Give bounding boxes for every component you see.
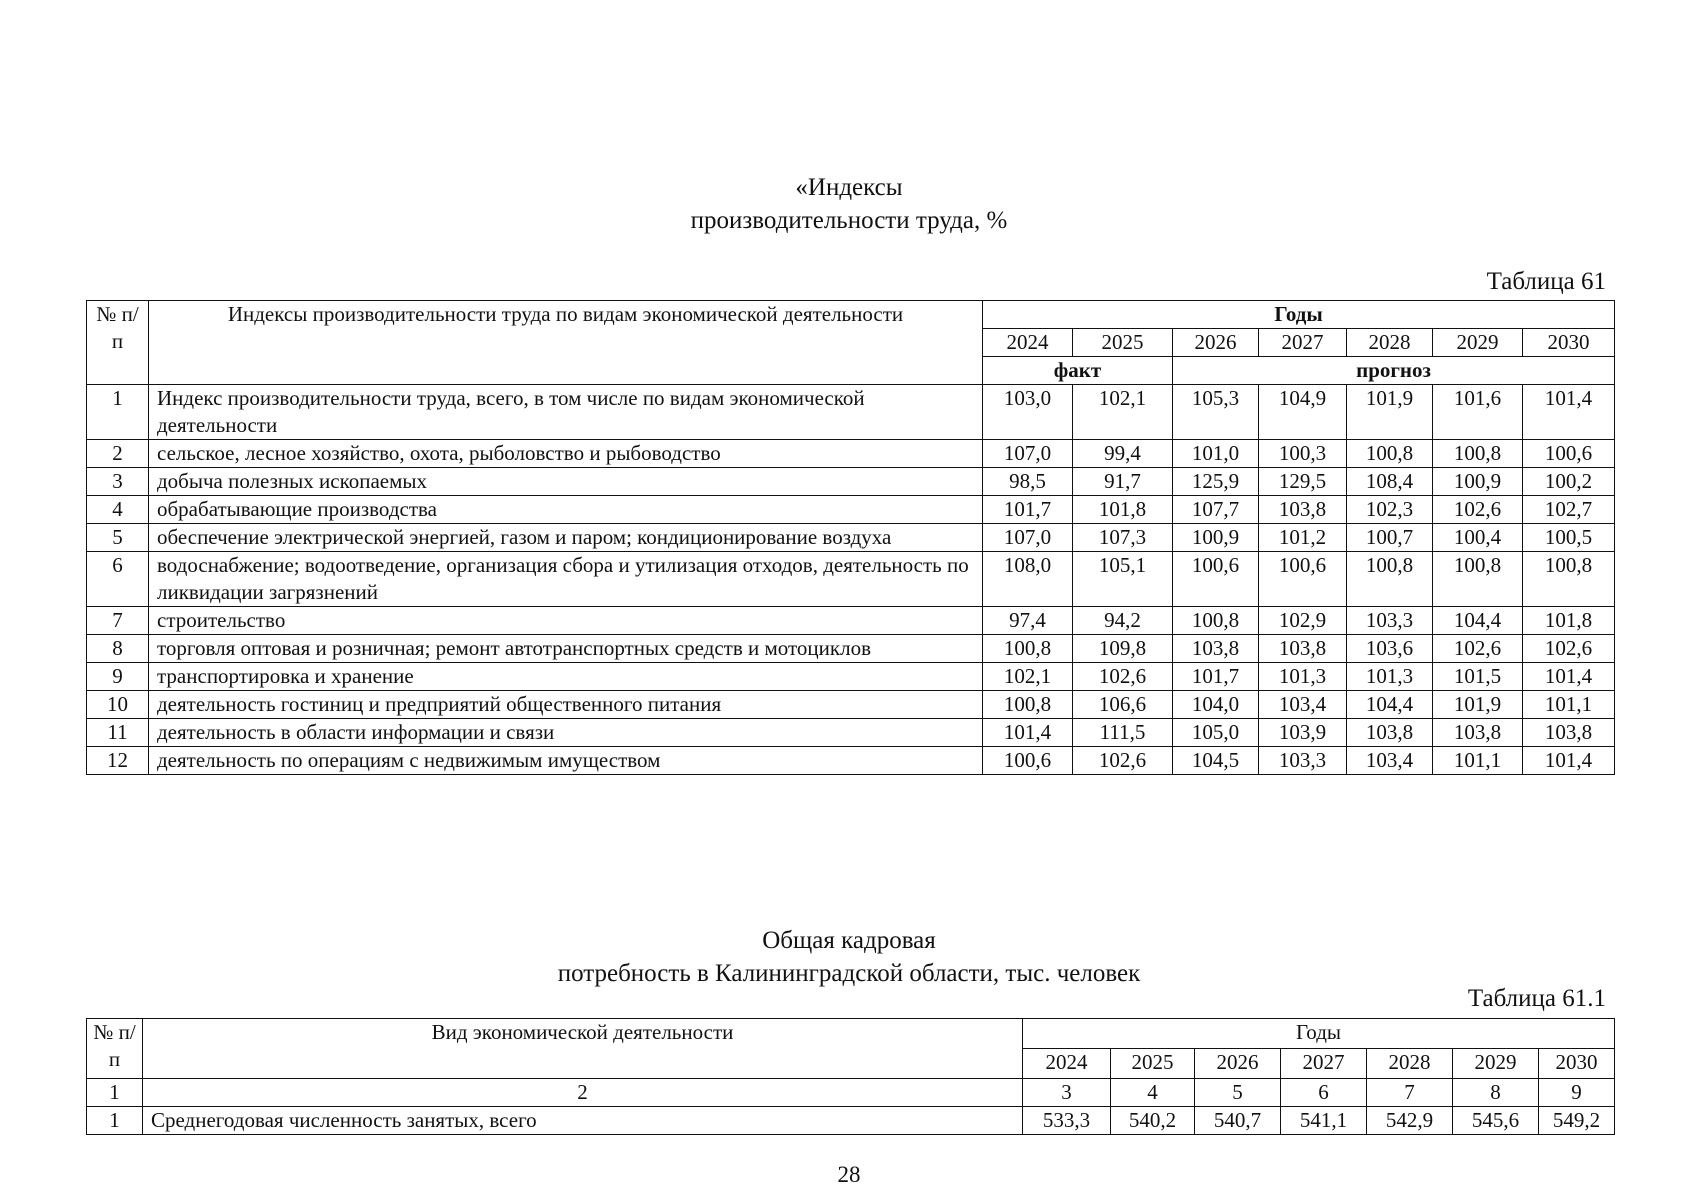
row-value: 108,0 <box>983 552 1073 607</box>
table611-year-2028: 2028 <box>1367 1049 1453 1079</box>
index-cell: 7 <box>1367 1079 1453 1107</box>
row-value: 103,8 <box>1259 635 1347 663</box>
row-value: 109,8 <box>1073 635 1173 663</box>
table611-label: Таблица 61.1 <box>1467 985 1606 1012</box>
row-value: 103,8 <box>1173 635 1259 663</box>
row-value: 111,5 <box>1073 719 1173 747</box>
table-row <box>87 440 1615 468</box>
row-value: 533,3 <box>1023 1107 1111 1135</box>
row-value: 107,7 <box>1173 496 1259 524</box>
table-row <box>87 663 1615 691</box>
index-cell: 3 <box>1023 1079 1111 1107</box>
table611-year-2025: 2025 <box>1111 1049 1195 1079</box>
row-description: строительство <box>149 607 983 635</box>
row-value: 129,5 <box>1259 468 1347 496</box>
index-cell: 4 <box>1111 1079 1195 1107</box>
row-description: транспортировка и хранение <box>149 663 983 691</box>
row-value: 100,6 <box>1259 552 1347 607</box>
row-value: 105,0 <box>1173 719 1259 747</box>
row-value: 100,9 <box>1433 468 1523 496</box>
index-cell: 5 <box>1195 1079 1281 1107</box>
row-value: 545,6 <box>1453 1107 1539 1135</box>
row-number: 9 <box>87 663 149 691</box>
row-value: 105,3 <box>1173 385 1259 440</box>
row-value: 104,0 <box>1173 691 1259 719</box>
row-value: 107,0 <box>983 440 1073 468</box>
table-row <box>87 747 1615 775</box>
row-value: 103,8 <box>1259 496 1347 524</box>
row-value: 101,4 <box>1523 385 1615 440</box>
table61-title-line1: «Индексы <box>795 174 903 201</box>
row-value: 99,4 <box>1073 440 1173 468</box>
row-value: 101,5 <box>1433 663 1523 691</box>
row-value: 101,4 <box>1523 663 1615 691</box>
table611-year-2026: 2026 <box>1195 1049 1281 1079</box>
row-value: 101,8 <box>1073 496 1173 524</box>
table61-title-line2: производительности труда, % <box>690 207 1008 234</box>
table61-year-2030: 2030 <box>1523 329 1615 357</box>
row-number: 2 <box>87 440 149 468</box>
row-value: 101,3 <box>1259 663 1347 691</box>
table61-header-num: № п/п <box>87 301 149 385</box>
row-value: 100,4 <box>1433 524 1523 552</box>
table61-label: Таблица 61 <box>1486 268 1606 295</box>
row-value: 101,3 <box>1347 663 1433 691</box>
row-value: 541,1 <box>1281 1107 1367 1135</box>
index-row <box>87 1079 1615 1107</box>
row-number: 1 <box>87 385 149 440</box>
row-value: 104,9 <box>1259 385 1347 440</box>
row-value: 102,1 <box>1073 385 1173 440</box>
index-cell: 1 <box>87 1079 143 1107</box>
row-value: 100,8 <box>1347 440 1433 468</box>
row-value: 98,5 <box>983 468 1073 496</box>
row-value: 107,3 <box>1073 524 1173 552</box>
row-number: 7 <box>87 607 149 635</box>
row-number: 6 <box>87 552 149 607</box>
table61-year-2028: 2028 <box>1347 329 1433 357</box>
table-row <box>87 468 1615 496</box>
row-value: 100,6 <box>1523 440 1615 468</box>
row-value: 100,9 <box>1173 524 1259 552</box>
row-description: обрабатывающие производства <box>149 496 983 524</box>
table61-year-2027: 2027 <box>1259 329 1347 357</box>
row-value: 103,3 <box>1259 747 1347 775</box>
row-value: 102,6 <box>1433 635 1523 663</box>
table-row <box>87 1107 1615 1135</box>
table-row <box>87 719 1615 747</box>
row-value: 101,1 <box>1433 747 1523 775</box>
table-row <box>87 635 1615 663</box>
row-value: 540,2 <box>1111 1107 1195 1135</box>
row-description: деятельность по операциям с недвижимым имуществом <box>149 747 983 775</box>
row-description: торговля оптовая и розничная; ремонт автотранспортных средств и мотоциклов <box>149 635 983 663</box>
table-61-1 <box>86 1018 1615 1135</box>
row-value: 106,6 <box>1073 691 1173 719</box>
row-value: 91,7 <box>1073 468 1173 496</box>
table611-year-2030: 2030 <box>1539 1049 1615 1079</box>
page-number: 28 <box>837 1162 861 1187</box>
row-value: 104,4 <box>1347 691 1433 719</box>
table611-header-num: № п/п <box>87 1019 143 1079</box>
row-value: 101,7 <box>983 496 1073 524</box>
row-value: 100,8 <box>983 691 1073 719</box>
table61-year-2025: 2025 <box>1073 329 1173 357</box>
row-value: 102,9 <box>1259 607 1347 635</box>
index-cell: 6 <box>1281 1079 1367 1107</box>
row-value: 100,8 <box>1173 607 1259 635</box>
row-value: 102,6 <box>1523 635 1615 663</box>
row-number: 10 <box>87 691 149 719</box>
row-value: 100,8 <box>1433 552 1523 607</box>
row-value: 103,6 <box>1347 635 1433 663</box>
table611-title-line2: потребность в Калининградской области, тыс. человек <box>557 960 1141 987</box>
row-value: 102,6 <box>1433 496 1523 524</box>
row-value: 100,8 <box>1347 552 1433 607</box>
row-value: 101,1 <box>1523 691 1615 719</box>
table-61 <box>86 300 1615 775</box>
row-value: 100,7 <box>1347 524 1433 552</box>
row-value: 100,8 <box>1433 440 1523 468</box>
table611-title-line1: Общая кадровая <box>762 927 936 954</box>
row-value: 542,9 <box>1367 1107 1453 1135</box>
row-value: 101,9 <box>1433 691 1523 719</box>
table-row <box>87 552 1615 607</box>
row-description: обеспечение электрической энергией, газом и паром; кондиционирование воздуха <box>149 524 983 552</box>
row-value: 104,5 <box>1173 747 1259 775</box>
table611-year-2029: 2029 <box>1453 1049 1539 1079</box>
table611-header-years: Годы <box>1023 1019 1615 1049</box>
row-value: 102,6 <box>1073 747 1173 775</box>
table-row <box>87 524 1615 552</box>
row-description: Индекс производительности труда, всего, в том числе по видам экономической деятельности <box>149 385 983 440</box>
row-value: 100,5 <box>1523 524 1615 552</box>
row-value: 105,1 <box>1073 552 1173 607</box>
row-value: 101,8 <box>1523 607 1615 635</box>
table611-header-desc: Вид экономической деятельности <box>143 1019 1023 1079</box>
row-value: 103,0 <box>983 385 1073 440</box>
row-description: Среднегодовая численность занятых, всего <box>143 1107 1023 1135</box>
row-value: 101,6 <box>1433 385 1523 440</box>
row-value: 125,9 <box>1173 468 1259 496</box>
row-value: 103,4 <box>1347 747 1433 775</box>
row-value: 102,6 <box>1073 663 1173 691</box>
row-value: 101,4 <box>1523 747 1615 775</box>
table61-header-forecast: прогноз <box>1173 357 1615 385</box>
row-value: 100,6 <box>1173 552 1259 607</box>
row-value: 104,4 <box>1433 607 1523 635</box>
row-value: 103,9 <box>1259 719 1347 747</box>
index-cell: 2 <box>143 1079 1023 1107</box>
row-description: деятельность гостиниц и предприятий общественного питания <box>149 691 983 719</box>
table-row <box>87 607 1615 635</box>
table61-year-2026: 2026 <box>1173 329 1259 357</box>
table61-header-desc: Индексы производительности труда по видам экономической деятельности <box>149 301 983 385</box>
row-value: 97,4 <box>983 607 1073 635</box>
row-description: сельское, лесное хозяйство, охота, рыболовство и рыбоводство <box>149 440 983 468</box>
row-number: 11 <box>87 719 149 747</box>
table-row <box>87 496 1615 524</box>
index-cell: 9 <box>1539 1079 1615 1107</box>
row-number: 5 <box>87 524 149 552</box>
row-value: 102,1 <box>983 663 1073 691</box>
index-cell: 8 <box>1453 1079 1539 1107</box>
row-value: 100,3 <box>1259 440 1347 468</box>
row-number: 3 <box>87 468 149 496</box>
table61-year-2024: 2024 <box>983 329 1073 357</box>
table611-year-2027: 2027 <box>1281 1049 1367 1079</box>
row-value: 103,4 <box>1259 691 1347 719</box>
row-value: 100,8 <box>1523 552 1615 607</box>
row-value: 103,8 <box>1523 719 1615 747</box>
row-value: 100,2 <box>1523 468 1615 496</box>
row-description: добыча полезных ископаемых <box>149 468 983 496</box>
row-number: 4 <box>87 496 149 524</box>
table61-header-fact: факт <box>983 357 1173 385</box>
row-value: 100,6 <box>983 747 1073 775</box>
row-value: 102,3 <box>1347 496 1433 524</box>
row-description: деятельность в области информации и связи <box>149 719 983 747</box>
row-value: 102,7 <box>1523 496 1615 524</box>
row-number: 8 <box>87 635 149 663</box>
row-value: 103,8 <box>1347 719 1433 747</box>
row-value: 100,8 <box>983 635 1073 663</box>
table61-header-years: Годы <box>983 301 1615 329</box>
row-value: 94,2 <box>1073 607 1173 635</box>
row-value: 103,8 <box>1433 719 1523 747</box>
row-description: водоснабжение; водоотведение, организация сбора и утилизация отходов, деятельность по ликвидации загрязнений <box>149 552 983 607</box>
table61-year-2029: 2029 <box>1433 329 1523 357</box>
row-number: 1 <box>87 1107 143 1135</box>
row-value: 101,0 <box>1173 440 1259 468</box>
row-value: 108,4 <box>1347 468 1433 496</box>
row-value: 101,9 <box>1347 385 1433 440</box>
table-row <box>87 691 1615 719</box>
table-row <box>87 385 1615 440</box>
row-number: 12 <box>87 747 149 775</box>
row-value: 101,4 <box>983 719 1073 747</box>
row-value: 101,2 <box>1259 524 1347 552</box>
row-value: 103,3 <box>1347 607 1433 635</box>
row-value: 540,7 <box>1195 1107 1281 1135</box>
row-value: 101,7 <box>1173 663 1259 691</box>
row-value: 549,2 <box>1539 1107 1615 1135</box>
table611-year-2024: 2024 <box>1023 1049 1111 1079</box>
row-value: 107,0 <box>983 524 1073 552</box>
